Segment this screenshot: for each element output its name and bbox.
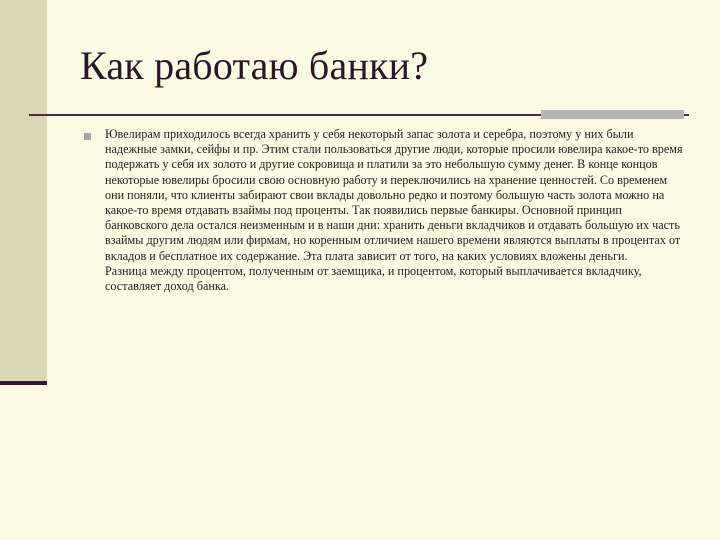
bullet-body-text bbox=[105, 127, 685, 294]
left-decorative-bar bbox=[0, 0, 47, 383]
paragraph-history: Ювелирам приходилось всегда хранить у себя некоторый запас золота и серебра, поэтому у них были надежные замки, сейфы и пр. Этим стали пользоваться другие люди, которые просили ювелира какое-то время подержать у себя их золото и другие сокровища и платили за это небольшую сумму денег. В конце концов некоторые ювелиры бросили свою основную работу и переключились на хранение ценностей. Со временем они поняли, что клиенты забирают свои вклады довольно редко и поэтому большую часть золота можно на какое-то время отдавать взаймы под проценты. Так появились первые банкиры. Основной принцип банковского дела остался неизменным и в наши дни: хранить деньги вкладчиков и отдавать большую их часть взаймы другим людям или фирмам, но коренным отличием нашего времени являются выплаты в процентах от вкладов и бесплатное их содержание. Эта плата зависит от того, на каких условиях вложены деньги. bbox=[105, 127, 683, 263]
title-divider-accent bbox=[541, 110, 684, 119]
square-bullet-icon bbox=[84, 133, 91, 140]
slide-title: Как работаю банки? bbox=[80, 43, 429, 88]
left-bar-bottom-edge bbox=[0, 381, 47, 385]
paragraph-bank-income: Разница между процентом, полученным от заемщика, и процентом, который выплачивается вкладчику, составляет доход банка. bbox=[105, 263, 642, 294]
